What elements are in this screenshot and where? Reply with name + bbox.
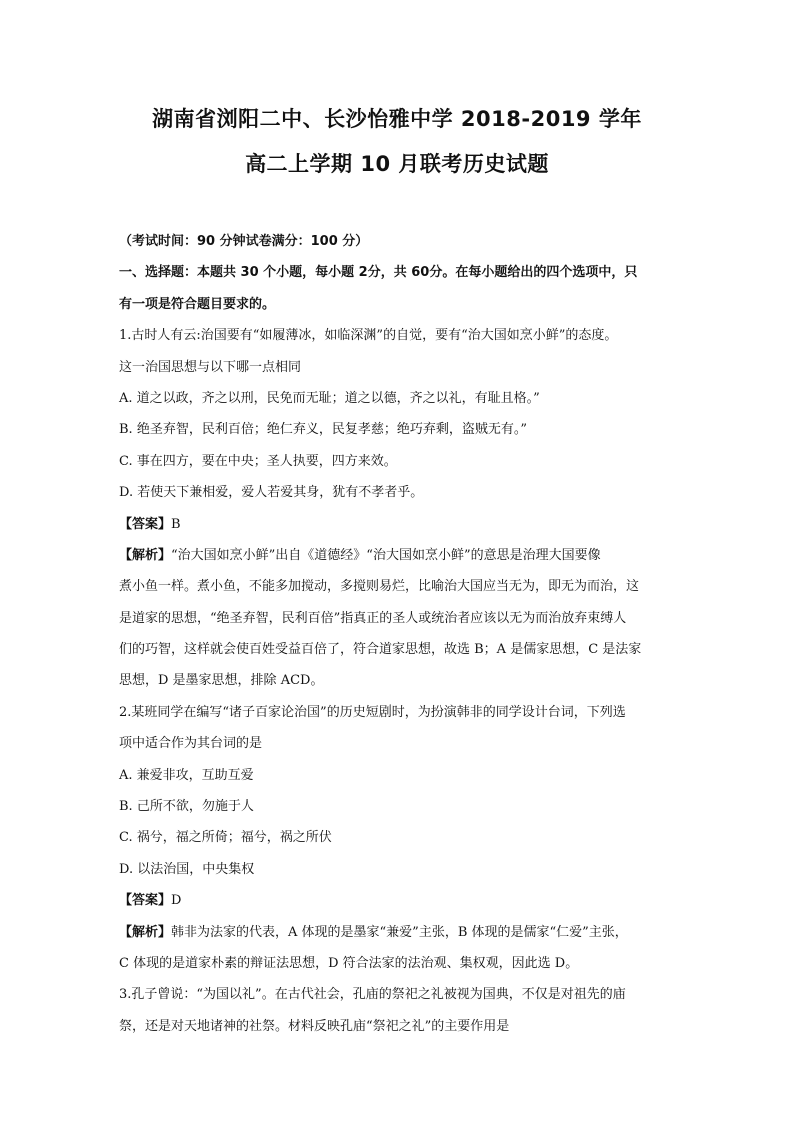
answer-value: D	[171, 893, 182, 909]
q1-stem-line1: 1.古时人有云:治国要有“如履薄冰，如临深渊”的自觉，要有“治大国如烹小鲜”的态度。	[119, 328, 618, 344]
q1-option-d: D. 若使天下兼相爱，爱人若爱其身，犹有不孝者乎。	[119, 485, 424, 501]
section-heading-line1: 一、选择题：本题共 30 个小题，每小题 2分，共 60分。在每小题给出的四个选项中，只	[119, 265, 638, 281]
q1-option-a: A. 道之以政，齐之以刑，民免而无耻；道之以德，齐之以礼，有耻且格。”	[119, 390, 540, 406]
q2-option-b: B. 己所不欲，勿施于人	[119, 799, 254, 815]
q2-stem-line2: 项中适合作为其台词的是	[119, 736, 263, 752]
analysis-text: 韩非为法家的代表，A 体现的是墨家“兼爱”主张，B 体现的是儒家“仁爱”主张，	[171, 924, 628, 940]
q1-stem-line2: 这一治国思想与以下哪一点相同	[119, 359, 302, 375]
section-heading-line2: 有一项是符合题目要求的。	[119, 296, 276, 312]
document-body	[119, 226, 679, 1042]
q1-analysis-line1	[119, 540, 679, 571]
analysis-tag: 【解析】	[119, 547, 172, 563]
document-title-line1: 湖南省浏阳二中、长沙怡雅中学 2018-2019 学年	[152, 107, 642, 131]
answer-tag: 【答案】	[119, 516, 172, 532]
q2-stem-line1: 2.某班同学在编写“诸子百家论治国”的历史短剧时，为扮演韩非的同学设计台词，下列选	[119, 704, 626, 720]
q1-analysis-line3: 是道家的思想，“绝圣弃智，民利百倍”指真正的圣人或统治者应该以无为而治放弃束缚人	[119, 610, 627, 626]
q2-answer	[119, 885, 679, 916]
analysis-text: “治大国如烹小鲜”出自《道德经》“治大国如烹小鲜”的意思是治理大国要像	[171, 547, 601, 563]
answer-value: B	[171, 516, 181, 532]
exam-info: （考试时间：90 分钟试卷满分：100 分）	[119, 234, 369, 249]
analysis-tag: 【解析】	[119, 924, 172, 940]
answer-tag: 【答案】	[119, 893, 172, 909]
q2-option-a: A. 兼爱非攻，互助互爱	[119, 767, 254, 783]
q1-option-c: C. 事在四方，要在中央；圣人执要，四方来效。	[119, 453, 397, 469]
q3-stem-line2: 祭，还是对天地诸神的社祭。材料反映孔庙“祭祀之礼”的主要作用是	[119, 1018, 510, 1034]
q3-stem-line1: 3.孔子曾说：“为国以礼”。在古代社会，孔庙的祭祀之礼被视为国典，不仅是对祖先的庙	[119, 987, 626, 1003]
q2-analysis-line2: C 体现的是道家朴素的辩证法思想，D 符合法家的法治观、集权观，因此选 D。	[119, 955, 579, 971]
q1-analysis-line4: 们的巧智，这样就会使百姓受益百倍了，符合道家思想，故选 B；A 是儒家思想，C 是法家	[119, 642, 642, 658]
q2-option-c: C. 祸兮，福之所倚；福兮，祸之所伏	[119, 830, 332, 846]
q1-option-b: B. 绝圣弃智，民利百倍；绝仁弃义，民复孝慈；绝巧弃剩，盗贼无有。”	[119, 422, 527, 438]
q1-analysis-line5: 思想，D 是墨家思想，排除 ACD。	[119, 673, 324, 689]
q2-analysis-line1	[119, 917, 679, 948]
q1-answer	[119, 509, 679, 540]
q1-analysis-line2: 煮小鱼一样。煮小鱼，不能多加搅动，多搅则易烂，比喻治大国应当无为，即无为而治，这	[119, 579, 640, 595]
q2-option-d: D. 以法治国，中央集权	[119, 861, 255, 877]
document-title-line2: 高二上学期 10 月联考历史试题	[245, 152, 549, 176]
